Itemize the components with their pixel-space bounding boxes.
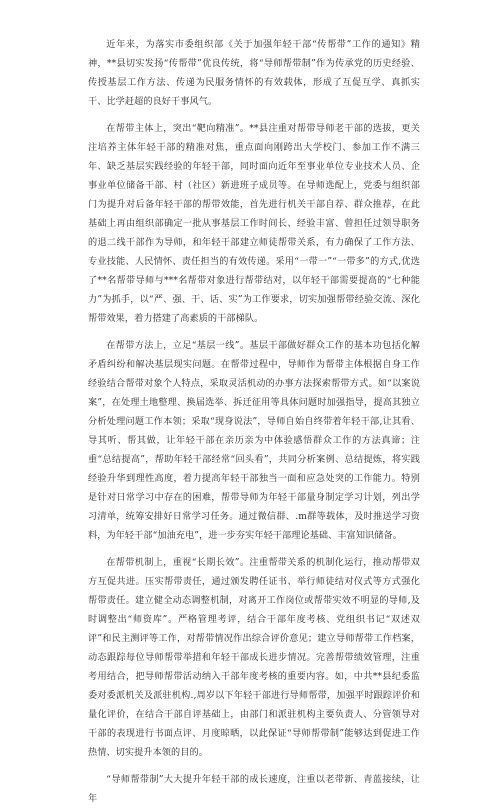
paragraph-mentoring-method: 在帮带方法上，立足“基层一线”。基层干部做好群众工作的基本功包括化解矛盾纠纷和解决基层现实问题。在帮带过程中，导师作为帮带主体根据自身工作经验结合帮带对象个人特点，采取灵活机动的办事方法探索帮带方式。如“以案说案”，在处理土地整理、换届选举、拆迁征用等具体问题时加强指导，提高其独立分析处理问题工作本领；采取“现身说法”，导师自始自终带着年轻干部,让其看、导其听、帮其做，让年轻干部在亲历亲为中体验感悟群众工作的方法真谛；注重“总结提高”，帮助年轻干部经常“回头看”，共同分析案例、总结提炼，将实践经验升华到理性高度，着力提高年轻干部独当一面和应急处突的工作能力。特别是针对日常学习中存在的困难，帮带导师为年轻干部量身制定学习计划，列出学习清单，统筹安排好日常学习任务。通过微信群、.m群等载体，及时推送学习资料，为年轻干部“加油充电”，进一步夯实年轻干部理论基础、丰富知识储备。	[88, 341, 420, 541]
paragraph-mentoring-mechanism: 在帮带机制上，重视“长期长效”。注重帮带关系的机制化运行，推动帮带双方互促共进。压实帮带责任，通过颁发聘任证书、举行师徒结对仪式等方式强化帮带责任。建立健全动态调整机制，对离开工作岗位或帮带实效不明显的导师,及时调整出“师资库”。严格管理考评，结合干部年度考核、党组织书记“双述双评”和民主测评等工作，对帮带情况作出综合评价意见；建立导师帮带工作档案，动态跟踪每位导师帮带举措和年轻干部成长进步情况。完善帮带绩效管理，注重考用结合，把导师帮带活动纳入干部年度考核的重要内容。如，中共**县纪委监委对委派机关及派驻机构.,周岁以下年轻干部进行导师帮带，加强平时跟踪评价和量化评价，在结合干部自评基础上，由部门和派驻机构主要负责人、分管领导对干部的表现进行书面点评、月度晾晒，以此保证“导师帮带制”能够达到促进工作热情、切实提升本领的目的。	[88, 558, 420, 758]
paragraph-mentoring-subject: 在帮带主体上，突出“靶向精准”。**县注重对帮带导师老干部的选拔，更关注培养主体年轻干部的精准对焦，重点面向刚跨出大学校门、参加工作不满三年、缺乏基层实践经验的年轻干部，同时面向近年至事业单位专业技术人员、企事业单位储备干部、村（社区）新进班子成员等。在导师选配上，党委与组织部门为提升对后备年轻干部的帮带效能，首先进行机关干部自荐、群众推荐，在此基础上再由组织部确定一批从事基层工作时间长、经验丰富、曾担任过领导职务的退二线干部作为导师，和年轻干部建立师徒帮带关系，有力确保了工作方法、专业技能、人民情怀、责任担当的有效传递。采用“一带一”“一带多”的方式,优选了**名帮带导师与***名帮带对象进行帮带结对，以年轻干部需要提高的“七种能力”为抓手，以“严、强、干、话、实”为工作要求，切实加强帮带经验交流、深化帮带效果，着力搭建了高素质的干部梯队。	[88, 124, 420, 324]
document-body	[88, 36, 420, 809]
paragraph-conclusion-start: “导师帮带制”大大提升年轻干部的成长速度，注重以老带新、青蓝接续，让年	[88, 775, 420, 804]
paragraph-intro: 近年来，为落实市委组织部《关于加强年轻干部“传帮带”工作的通知》精神，**县切实发扬“传帮带”优良传统，将“导师帮带制”作为传承党的历史经验、传授基层工作方法、传递为民服务情怀的有效载体，形成了互促互学、真抓实干、比学赶超的良好干事风气。	[88, 40, 420, 107]
